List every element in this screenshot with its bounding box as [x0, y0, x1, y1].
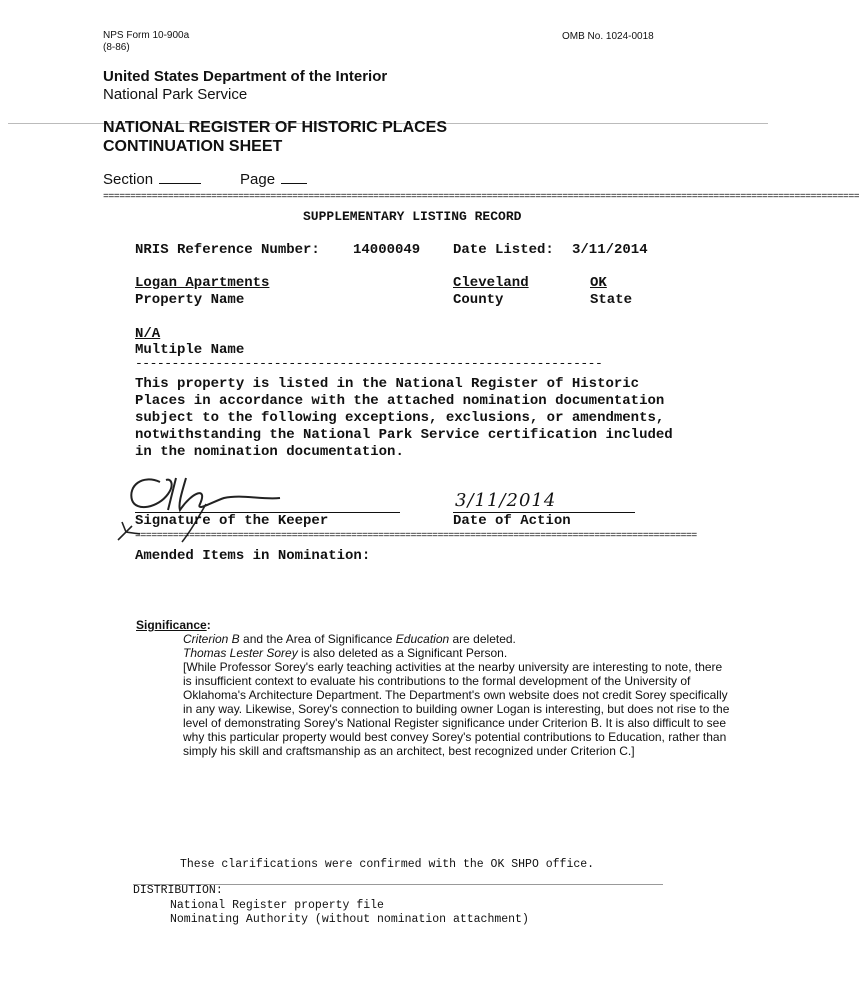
page-field — [240, 171, 307, 188]
significant-person: Thomas Lester Sorey — [183, 646, 298, 660]
action-date-handwritten: 3/11/2014 — [455, 490, 557, 511]
county-value: Cleveland — [453, 275, 529, 291]
page-label: Page — [240, 171, 276, 188]
line1-mid: and the Area of Significance — [239, 632, 396, 646]
distribution-label: DISTRIBUTION: — [133, 884, 223, 897]
double-rule-bottom: ======================================================================================================== — [135, 531, 697, 542]
clarification-note: These clarifications were confirmed with the OK SHPO office. — [180, 858, 595, 871]
record-title: SUPPLEMENTARY LISTING RECORD — [303, 209, 522, 224]
action-date-label: Date of Action — [453, 513, 571, 529]
amended-items-label: Amended Items in Nomination: — [135, 548, 371, 564]
double-rule-top: ============================================================================================================================================ — [103, 192, 859, 203]
department-title: United States Department of the Interior — [103, 68, 388, 85]
date-listed-value: 3/11/2014 — [572, 242, 648, 258]
listing-statement: This property is listed in the National Register of Historic Places in accordance with the attached nomination documentation subject to the following exceptions, exclusions, or amendments, notwithstanding the National Park Service certification included in the nomination documentation. — [135, 376, 673, 460]
significance-line-2 — [183, 646, 507, 660]
criterion-b: Criterion B — [183, 632, 240, 646]
form-number: NPS Form 10-900a — [103, 30, 190, 41]
form-date: (8-86) — [103, 42, 130, 53]
dash-rule: ---------------------------------------------------------------- — [135, 356, 603, 371]
multiple-name-label: Multiple Name — [135, 342, 245, 358]
state-label: State — [590, 292, 633, 308]
page-blank — [281, 182, 307, 184]
multiple-name-value: N/A — [135, 326, 161, 342]
section-label: Section — [103, 171, 154, 188]
section-blank — [159, 182, 201, 184]
date-listed-label: Date Listed: — [453, 242, 554, 258]
state-value: OK — [590, 275, 607, 291]
register-title: NATIONAL REGISTER OF HISTORIC PLACES — [103, 119, 448, 136]
sheet-title: CONTINUATION SHEET — [103, 138, 283, 155]
education-area: Education — [395, 632, 450, 646]
property-name-label: Property Name — [135, 292, 245, 308]
nris-label: NRIS Reference Number: — [135, 242, 320, 258]
nris-value: 14000049 — [353, 242, 421, 258]
county-label: County — [453, 292, 504, 308]
distribution-item-2: Nominating Authority (without nomination attachment) — [170, 913, 529, 926]
omb-number: OMB No. 1024-0018 — [562, 31, 654, 42]
signature-label: Signature of the Keeper — [135, 513, 329, 529]
section-field — [103, 171, 201, 188]
service-title: National Park Service — [103, 86, 248, 103]
significance-heading: Significance: — [136, 618, 211, 632]
line1-end: are deleted. — [449, 632, 516, 646]
line2-end: is also deleted as a Significant Person. — [297, 646, 508, 660]
significance-paragraph: [While Professor Sorey's early teaching activities at the nearby university are interesting to note, there is insufficient context to evaluate his contributions to the formal development of the University of Oklahoma's Architecture Department. The Department's own website does not credit Sorey specifically in any way. Likewise, Sorey's connection to building owner Logan is interesting, but does not rise to the level of demonstrating Sorey's National Register significance under Criterion B. It is also difficult to see why this particular property would best convey Sorey's potential contributions to Education, rather than simply his skill and craftsmanship as an architect, best recognized under Criterion C.] — [183, 660, 730, 758]
property-name-value: Logan Apartments — [135, 275, 270, 291]
distribution-item-1: National Register property file — [170, 899, 384, 912]
significance-line-1 — [183, 632, 516, 646]
significance-heading-text: Significance — [136, 618, 207, 632]
